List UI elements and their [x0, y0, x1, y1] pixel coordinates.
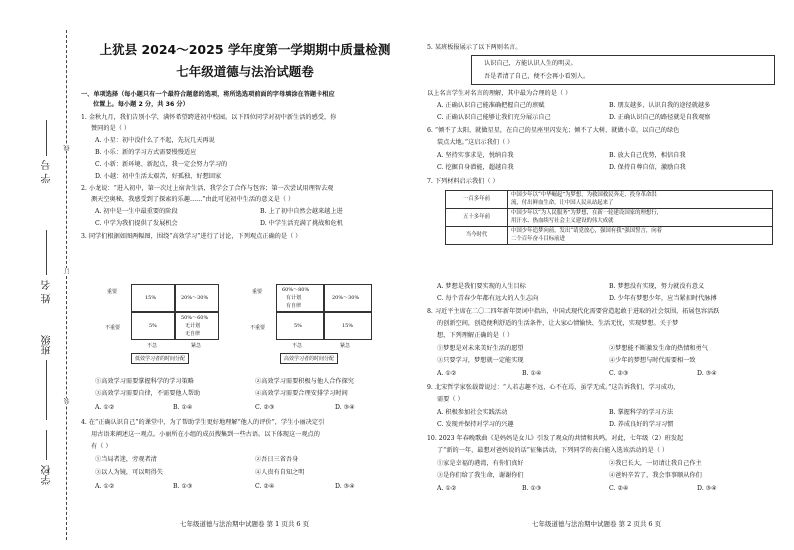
q5-question: 以上名言学生对名言的理解，其中最为合理的是（ ） [427, 90, 572, 97]
q3-option-2: ②高效学习需要积极与他人合作探究 [255, 378, 354, 385]
q10-line2: 了“新的一年，最想对爸妈说的话”征集活动，下列同学的表白能入选该活动的是（ ） [437, 447, 669, 454]
fig1-tl-value: 15% [145, 295, 157, 301]
q10-option-1: ①家是幸福的港湾，有你们真好 [437, 460, 524, 467]
q4-option-3: ③以人为镜，可以明得失 [95, 469, 164, 476]
q10-option-4: ④爸妈辛苦了，我会事事顺从你们 [609, 472, 702, 479]
fig2-tl-line3: 有自律 [286, 303, 302, 309]
q2-option-c: C. 中学为我们提供了发展机会 [95, 220, 178, 227]
q7-option-c: C. 每个青春少年都有远大的人生志向 [437, 295, 539, 302]
q9-option-a: A. 积极参加社会实践活动 [437, 409, 508, 416]
q4-option-1: ①当局者迷，旁观者清 [95, 456, 157, 463]
q4-option-2: ②吾日三省吾身 [255, 456, 299, 463]
q3-figure-1 [105, 250, 245, 362]
q7-text-3 [508, 227, 773, 245]
q8-option-2: ②梦想能不断激发生命的热情和勇气 [609, 345, 708, 352]
q4-line1: 4. 在“正确认识自己”的课堂中，为了帮助学生更好地理解“他人的评价”，学生小丽决定引 [81, 419, 325, 426]
q7-material-table [445, 190, 773, 245]
q7-text-2 [508, 209, 773, 227]
section1-heading-line2: 位置上。每小题 2 分，共 36 分） [93, 101, 189, 108]
fig2-caption: 高效学习者的时间分配 [280, 353, 338, 364]
q4-line3: 有（ ） [91, 443, 112, 450]
exam-title: 上犹县 2024～2025 学年度第一学期期中质量检测 [99, 42, 391, 57]
q6-option-b: B. 放大自己优势，相信自我 [609, 152, 686, 159]
q3-choice-b: B. ①④ [173, 404, 193, 411]
fig1-br-line3: 无自律 [185, 331, 201, 337]
fig1-tr-value: 20%～30% [181, 295, 209, 301]
q5-stem: 5. 某班板报展示了以下两则名言。 [427, 44, 522, 51]
q7-era-1: 一百多年前 [446, 191, 508, 209]
table-row [446, 191, 773, 209]
exam-subtitle: 七年级道德与法治试题卷 [176, 64, 314, 79]
q8-line3: 想，下列理解正确的是（ ） [437, 332, 514, 339]
q1-option-b: B. 小乐：新的学习方式需要慢慢适应 [95, 149, 197, 156]
q3-figure-2 [250, 250, 400, 362]
q9-line1: 9. 北宋哲学家张载曾说过：“人若志趣不远，心不在焉，虽学无成。”这告诉我们，学习成功， [427, 384, 680, 391]
q3-choice-a: A. ①② [95, 404, 115, 411]
right-page-footer: 七年级道德与法治期中试题卷 第 2 页共 6 页 [532, 520, 662, 528]
fig2-tr-value: 20%～30% [332, 295, 360, 301]
q6-line2: 装点大地。”这启示我们（ ） [437, 139, 514, 146]
q9-line2: 需要（ ） [437, 396, 464, 403]
q3-option-3: ③高效学习需要自律，不需要他人帮助 [95, 390, 201, 397]
fig2-br-value: 15% [342, 323, 354, 329]
fig1-caption: 低效学习者的时间分配 [131, 353, 189, 364]
q8-choice-b: B. ①④ [522, 370, 542, 377]
q3-choice-c: C. ②③ [255, 404, 275, 411]
school-rule [46, 430, 47, 460]
fig2-tl-line2: 有计划 [286, 295, 302, 301]
q7-text-1 [508, 191, 773, 209]
fig2-not-important-label: 不重要 [250, 325, 266, 331]
q1-option-a: A. 小星：初中没什么了不起，先玩几天再说 [95, 137, 215, 144]
q10-choice-d: D. ③④ [697, 485, 717, 492]
fig1-br-line2: 无计划 [185, 323, 201, 329]
q7-text-3-line2: 二个百年奋斗目标前进 [511, 235, 565, 242]
q3-option-4: ④高效学习需要合理安排学习时间 [255, 390, 348, 397]
q2-line1: 2. 小龙说：“进入初中，第一次过上宿舍生活，我学会了合作与包容；第一次尝试用理智去观 [81, 185, 334, 192]
fig1-br-value: 50%～60% [181, 315, 209, 321]
q7-text-2-line1: 中国少年以“为人民服务”为梦想，在新一轮建设国家的理想行， [511, 210, 663, 216]
fig1-not-important-label: 不重要 [105, 325, 121, 331]
q9-option-c: C. 发现并保持对学习的兴趣 [437, 421, 514, 428]
q2-option-a: A. 初中是一生中最重要的阶段 [95, 208, 178, 215]
q7-text-1-line1: 中国少年以“中华崛起”为梦想，为救国救民奔走，投身革命洪 [511, 192, 657, 198]
q1-option-d: D. 小越：初中生活太艰苦，好孤独、好想回家 [95, 173, 222, 180]
binding-line [66, 30, 67, 540]
q6-option-a: A. 坚持实事求是，悦纳自我 [437, 152, 514, 159]
q2-line2: 测天空奥秘，我感受到了探索的乐趣……”由此可见初中生活的意义是（ ） [91, 196, 295, 203]
table-row [446, 209, 773, 227]
q5-option-c: C. 正确认识自己能够让我们充分展示自己 [437, 114, 551, 121]
q4-choice-d: D. ③④ [335, 483, 355, 490]
binding-word-zhuang: 装 [64, 398, 71, 404]
fig1-important-label: 重要 [107, 289, 118, 295]
q10-choice-a: A. ①② [437, 485, 457, 492]
q5-option-b: B. 朋友越多，认识自我的途径就越多 [609, 102, 711, 109]
student-name-label: 姓 名 [42, 280, 53, 304]
q2-option-b: B. 上了初中自然会越来越上进 [260, 208, 343, 215]
q8-choice-c: C. ②③ [609, 370, 629, 377]
q4-choice-a: A. ①② [95, 483, 115, 490]
student-number-label: 学 号 [42, 160, 53, 184]
q5-quote-2: 吾是者清了自己，便不会再小看别人。 [484, 73, 590, 80]
q7-option-d: D. 少年有梦想少年，应当紧扣时代脉搏 [609, 295, 717, 302]
q1-line1: 1. 金秋九月，我们告别小学，满怀希望跨进初中校园。以下四位同学对初中新生活的感受，你 [81, 114, 337, 121]
q6-line1: 6. “倾不了太阳，就做星星，在自己的星座里闪发光；倾不了大树，就做小草，以自己的绿色 [427, 127, 680, 134]
q10-choice-c: C. ②④ [609, 485, 629, 492]
fig1-bl-value: 5% [149, 323, 157, 329]
q6-option-c: C. 挖掘自身潜能，超越自我 [437, 164, 514, 171]
q8-option-1: ①梦想是对未来美好生活的愿望 [437, 345, 524, 352]
q10-line1: 10. 2023 年春晚歌曲《是妈妈是女儿》引发了观众的共情和共鸣。对此，七年级（2）班发起 [427, 435, 684, 442]
fig1-not-urgent: 不急 [147, 343, 158, 349]
q1-option-c: C. 小新：新环境、新起点，我一定会努力学习的 [95, 161, 228, 168]
q6-option-d: D. 保持自尊自信，激励自我 [609, 164, 686, 171]
fig2-urgent: 紧急 [340, 343, 351, 349]
right-page [427, 0, 784, 550]
fig2-bl-value: 5% [294, 323, 302, 329]
left-page [81, 0, 407, 550]
q4-option-4: ④人贵有自知之明 [255, 469, 305, 476]
class-rule [46, 360, 47, 420]
fig1-urgent: 紧急 [191, 343, 202, 349]
fig2-important-label: 重要 [252, 289, 263, 295]
q4-choice-c: C. ②④ [255, 483, 275, 490]
q7-option-a: A. 梦想是我们要实现的人生目标 [437, 283, 526, 290]
q3-stem: 3. 同学们根据如图两幅图，围绕“高效学习”进行了讨论，下列观点正确的是（ ） [81, 233, 302, 240]
q8-choice-a: A. ①② [437, 370, 457, 377]
binding-word-ding: 订 [64, 268, 71, 274]
school-label: 学校 [42, 465, 53, 485]
q7-option-b: B. 梦想没有实现，努力就没有意义 [609, 283, 705, 290]
q9-option-b: B. 掌握科学的学习方法 [609, 409, 674, 416]
q5-quote-1: 认识自己，方能认识人生的明灵。 [484, 60, 577, 67]
q7-era-3: 当今时代 [446, 227, 508, 245]
q2-option-d: D. 中学生活充满了挑战和危机 [260, 220, 343, 227]
class-label: 班级 [42, 335, 53, 355]
q5-quote-box [471, 55, 775, 85]
table-row [446, 227, 773, 245]
q10-choice-b: B. ①③ [522, 485, 542, 492]
q7-text-1-line2: 流，付出鲜血生命，让中国人民从站起来了 [511, 199, 614, 206]
binding-word-line: 线 [64, 145, 71, 151]
q5-option-a: A. 正确认识自己能准确把握自己的禀赋 [437, 102, 545, 109]
left-page-footer: 七年级道德与法治期中试题卷 第 1 页共 6 页 [180, 520, 310, 528]
q8-option-4: ④少年的梦想与时代需要相一致 [609, 357, 696, 364]
q7-text-3-line1: 中国少年追梦向前，发出“请党放心，强国有我”强国誓言，向着 [511, 228, 663, 234]
student-name-rule [46, 230, 47, 275]
q10-option-2: ②我已长大，一切请让我自己作主 [609, 460, 702, 467]
q7-stem: 7. 下列材料启示我们（ ） [427, 178, 499, 185]
q8-choice-d: D. ③④ [697, 370, 717, 377]
q4-line2: 用古语来阐述这一观点。小丽所在小组的成员搜集到一些古语。以下体现这一观点的 [91, 431, 320, 438]
q9-option-d: D. 养成良好的学习习惯 [609, 421, 674, 428]
q3-option-1: ①高效学习需要掌握科学的学习策略 [95, 378, 194, 385]
student-number-rule [46, 120, 47, 156]
q5-option-d: D. 正确认识自己的路径就是自我观察 [609, 114, 711, 121]
q10-option-3: ③是你们给了我生命，谢谢你们 [437, 472, 524, 479]
q7-era-2: 五十多年前 [446, 209, 508, 227]
q7-text-2-line2: 用汗水、热血续写社会主义建设的伟大成就 [511, 217, 614, 224]
q1-line2: 赞同的是（ ） [91, 125, 131, 132]
q3-choice-d: D. ③④ [335, 404, 355, 411]
fig2-tl-value: 60%～80% [282, 287, 310, 293]
fig2-not-urgent: 不急 [292, 343, 303, 349]
q8-option-3: ③只要学习，梦想就一定能实现 [437, 357, 524, 364]
section1-heading: 一、单项选择（每小题只有一个最符合题意的选项，将所选选项前面的字母填涂在答题卡相应 [81, 91, 335, 98]
q8-line1: 8. 习近平主席在二〇二四年新年贺词中指出，中国式现代化需要营造起敢于进取的社会氛围，拓展包容活跃 [427, 308, 720, 315]
q8-line2: 的创新空间，创造便利舒适的生活条件，让大家心情愉快、生活无忧，实现梦想。关于梦 [437, 320, 679, 327]
q4-choice-b: B. ①③ [173, 483, 193, 490]
binding-margin [0, 0, 85, 550]
